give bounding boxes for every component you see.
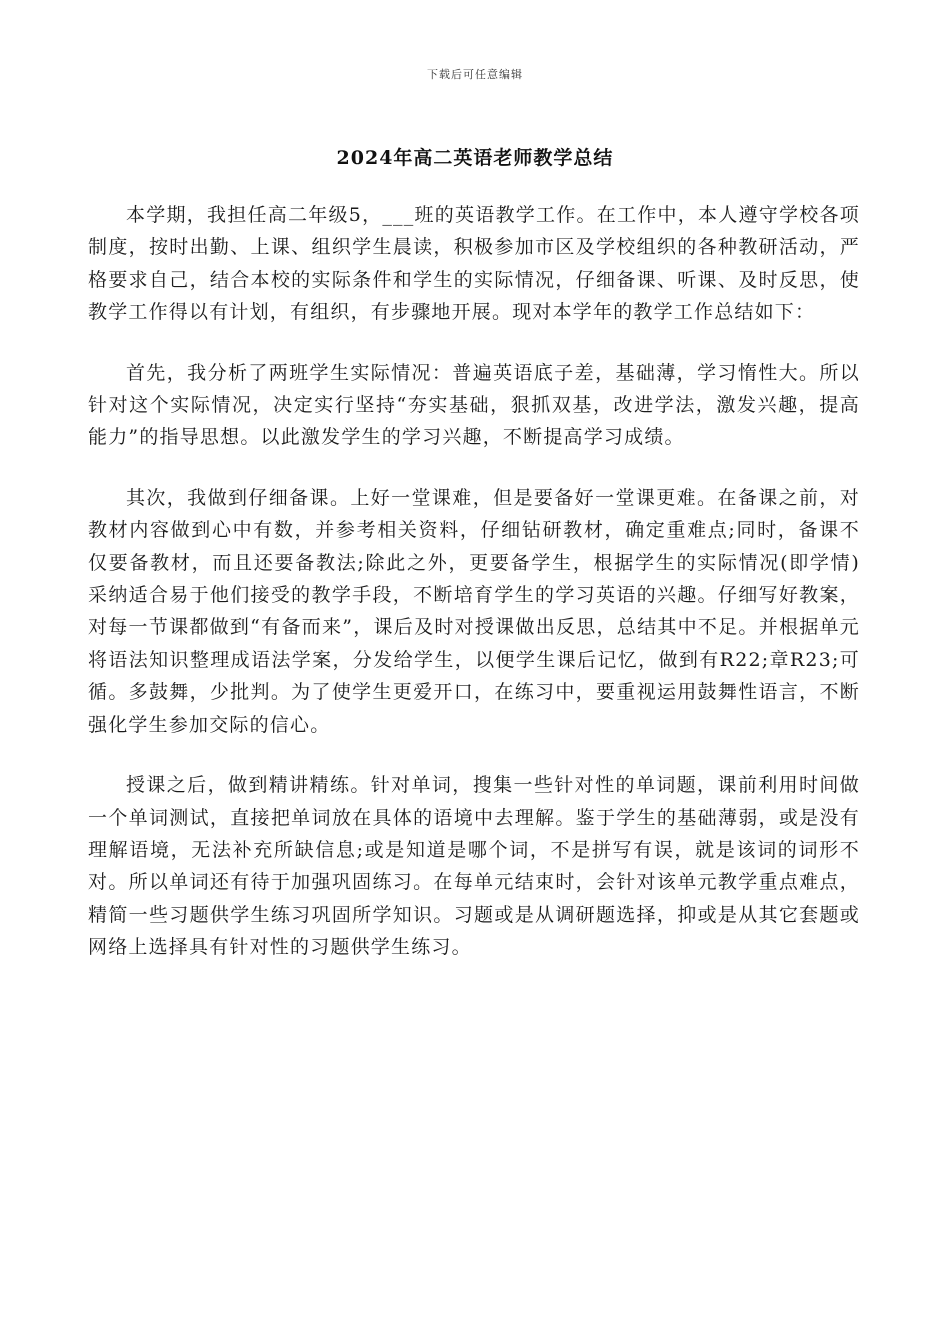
header-note: 下载后可任意编辑 bbox=[427, 68, 523, 81]
paragraph-intro: 本学期，我担任高二年级5，___班的英语教学工作。在工作中，本人遵守学校各项制度，按时出勤、上课、组织学生晨读，积极参加市区及学校组织的各种教研活动，严格要求自己，结合本校的实际条件和学生的实际情况，仔细备课、听课、及时反思，使教学工作得以有计划，有组织，有步骤地开展。现对本学年的教学工作总结如下： bbox=[88, 204, 860, 324]
paragraph-first: 首先，我分析了两班学生实际情况：普遍英语底子差，基础薄，学习惰性大。所以针对这个实际情况，决定实行坚持“夯实基础，狠抓双基，改进学法，激发兴趣，提高能力”的指导思想。以此激发学生的学习兴趣，不断提高学习成绩。 bbox=[88, 361, 860, 449]
paragraph-second: 其次，我做到仔细备课。上好一堂课难，但是要备好一堂课更难。在备课之前，对教材内容做到心中有数，并参考相关资料，仔细钻研教材，确定重难点;同时，备课不仅要备教材，而且还要备教法;除此之外，更要备学生，根据学生的实际情况(即学情)采纳适合易于他们接受的教学手段，不断培育学生的学习英语的兴趣。仔细写好教案，对每一节课都做到“有备而来”，课后及时对授课做出反思，总结其中不足。并根据单元将语法知识整理成语法学案，分发给学生，以便学生课后记忆，做到有R22;章R23;可循。多鼓舞，少批判。为了使学生更爱开口，在练习中，要重视运用鼓舞性语言，不断强化学生参加交际的信心。 bbox=[88, 486, 860, 736]
paragraph-third: 授课之后，做到精讲精练。针对单词，搜集一些针对性的单词题，课前利用时间做一个单词测试，直接把单词放在具体的语境中去理解。鉴于学生的基础薄弱，或是没有理解语境，无法补充所缺信息;或是知道是哪个词，不是拼写有误，就是该词的词形不对。所以单词还有待于加强巩固练习。在每单元结束时，会针对该单元教学重点难点，精简一些习题供学生练习巩固所学知识。习题或是从调研题选择，抑或是从其它套题或网络上选择具有针对性的习题供学生练习。 bbox=[88, 774, 860, 959]
document-body bbox=[88, 199, 860, 992]
document-title: 2024年高二英语老师教学总结 bbox=[336, 147, 614, 169]
